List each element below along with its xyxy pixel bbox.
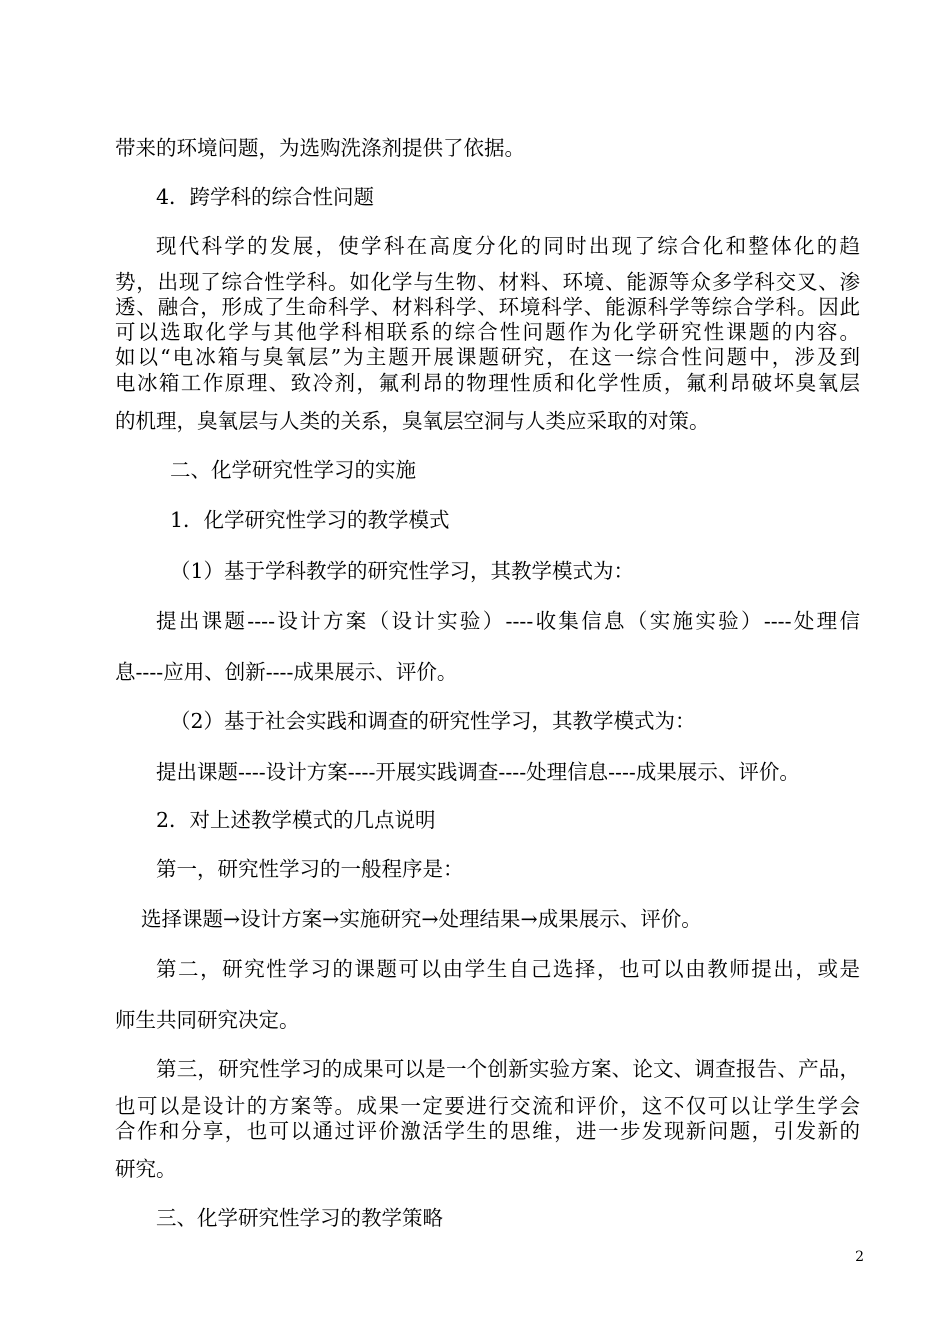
paragraph-line: 的机理，臭氧层与人类的关系，臭氧层空洞与人类应采取的对策。 bbox=[115, 409, 710, 433]
paragraph-line: 也可以是设计的方案等。成果一定要进行交流和评价，这不仅可以让学生学会 bbox=[115, 1094, 860, 1118]
subsection-heading-1: 1．化学研究性学习的教学模式 bbox=[170, 508, 450, 532]
section-heading-2: 二、化学研究性学习的实施 bbox=[170, 458, 416, 482]
paragraph-line: 电冰箱工作原理、致冷剂，氟利昂的物理性质和化学性质，氟利昂破坏臭氧层 bbox=[115, 371, 860, 395]
paragraph-line: 提出课题----设计方案（设计实验）----收集信息（实施实验）----处理信 bbox=[156, 609, 860, 633]
paragraph-line: 可以选取化学与其他学科相联系的综合性问题作为化学研究性课题的内容。 bbox=[115, 320, 860, 344]
paragraph-line: 如以“电冰箱与臭氧层”为主题开展课题研究，在这一综合性问题中，涉及到 bbox=[115, 345, 860, 369]
subsection-heading-2: 2．对上述教学模式的几点说明 bbox=[156, 808, 436, 832]
paragraph-line: 研究。 bbox=[115, 1157, 177, 1181]
paragraph-line: （2）基于社会实践和调查的研究性学习，其教学模式为： bbox=[170, 709, 696, 733]
paragraph-line: 第一，研究性学习的一般程序是： bbox=[156, 857, 464, 881]
paragraph-line: 现代科学的发展，使学科在高度分化的同时出现了综合化和整体化的趋 bbox=[156, 234, 860, 258]
paragraph-line: 透、融合，形成了生命科学、材料科学、环境科学、能源科学等综合学科。因此 bbox=[115, 295, 860, 319]
paragraph-line: 师生共同研究决定。 bbox=[115, 1008, 300, 1032]
paragraph-line: 息----应用、创新----成果展示、评价。 bbox=[115, 660, 458, 684]
procedure-line: 选择课题→设计方案→实施研究→处理结果→成果展示、评价。 bbox=[141, 907, 702, 931]
paragraph-line: （1）基于学科教学的研究性学习，其教学模式为： bbox=[170, 559, 635, 583]
section-heading-3: 三、化学研究性学习的教学策略 bbox=[156, 1206, 443, 1230]
paragraph-line: 合作和分享，也可以通过评价激活学生的思维，进一步发现新问题，引发新的 bbox=[115, 1119, 860, 1143]
paragraph-line: 带来的环境问题，为选购洗涤剂提供了依据。 bbox=[115, 136, 525, 160]
paragraph-line: 势，出现了综合性学科。如化学与生物、材料、环境、能源等众多学科交叉、渗 bbox=[115, 270, 860, 294]
paragraph-line: 第三，研究性学习的成果可以是一个创新实验方案、论文、调查报告、产品， bbox=[156, 1057, 860, 1081]
section-heading-4: 4．跨学科的综合性问题 bbox=[156, 185, 375, 209]
paragraph-line: 第二，研究性学习的课题可以由学生自己选择，也可以由教师提出，或是 bbox=[156, 957, 860, 981]
paragraph-line: 提出课题----设计方案----开展实践调查----处理信息----成果展示、评价。 bbox=[156, 760, 800, 784]
page-number: 2 bbox=[855, 1249, 864, 1265]
